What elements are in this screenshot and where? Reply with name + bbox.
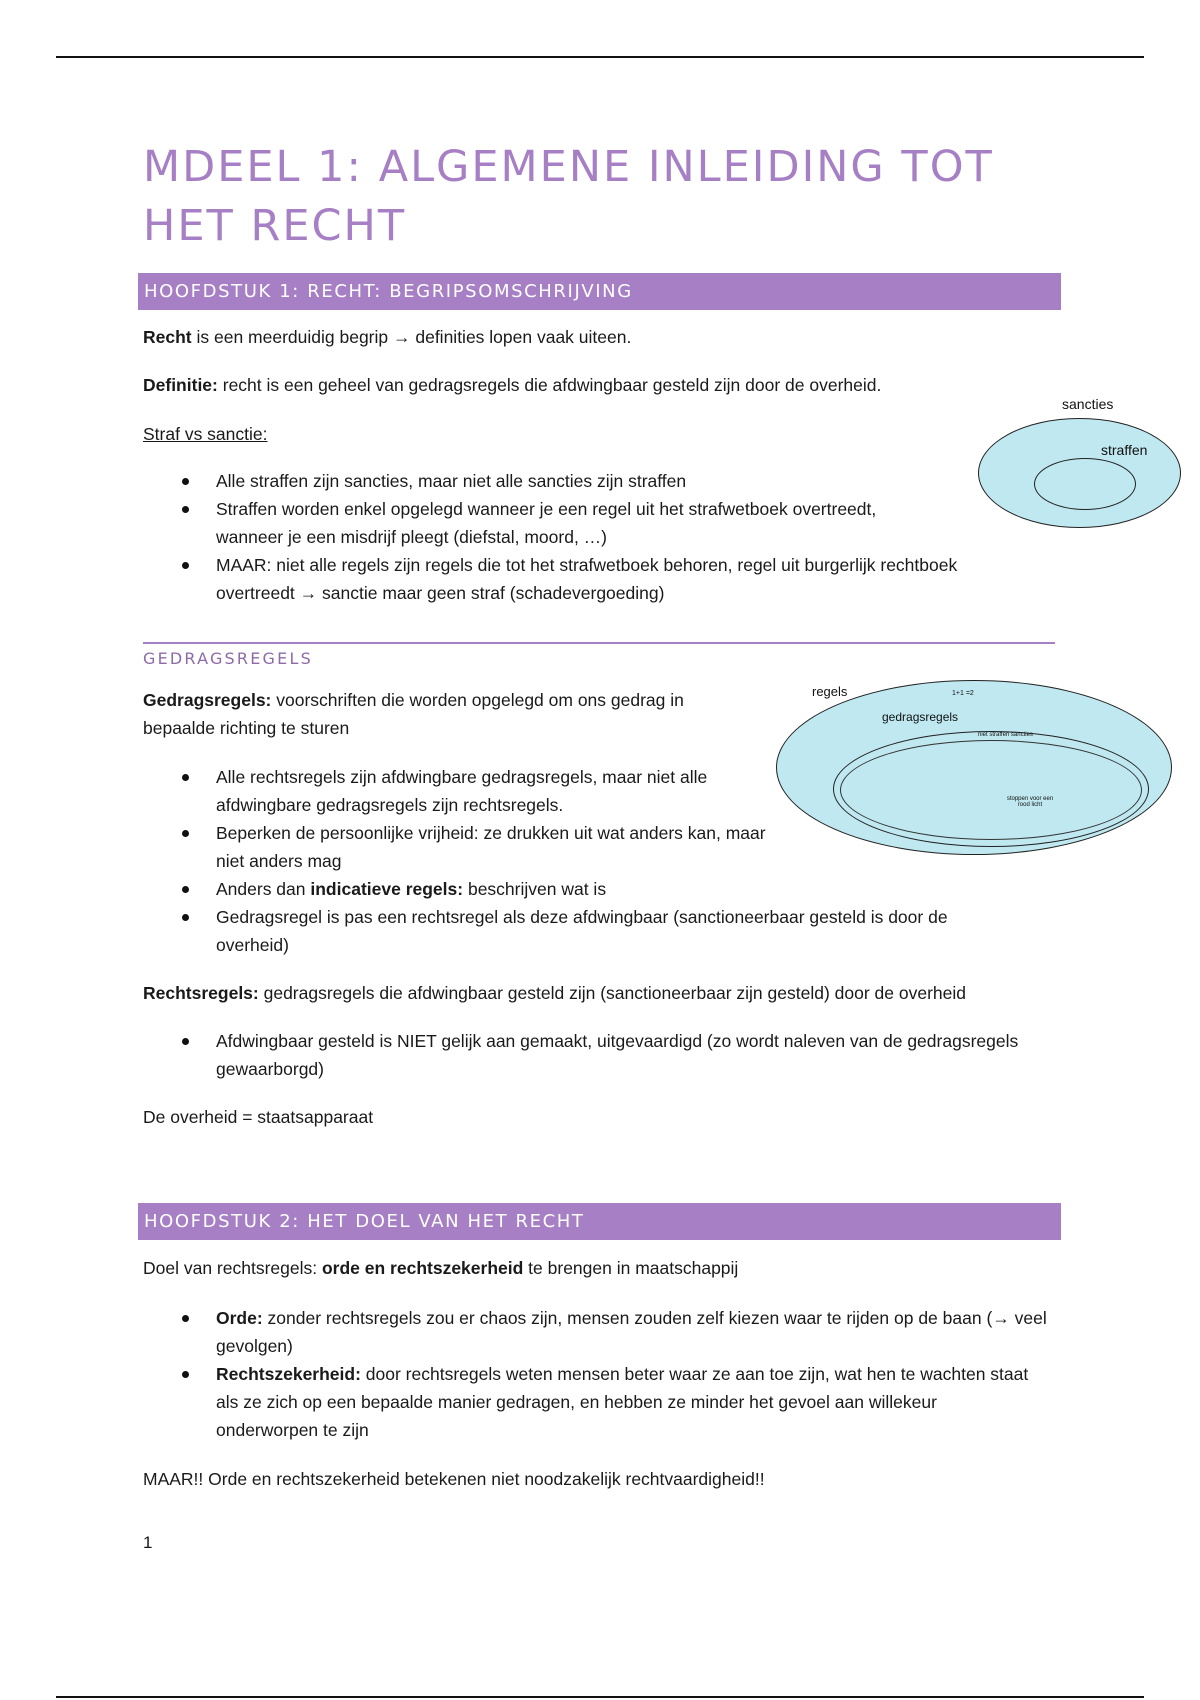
gedragsregels-label: gedragsregels <box>882 710 959 724</box>
closing-paragraph: MAAR!! Orde en rechtszekerheid betekenen niet noodzakelijk rechtvaardigheid!! <box>143 1469 765 1489</box>
gedragsregels-intro: Gedragsregels: voorschriften die worden opgelegd om ons gedrag in bepaalde richting te sturen <box>143 690 684 738</box>
list-item: Alle rechtsregels zijn afdwingbare gedragsregels, maar niet alle afdwingbare gedragsregels zijn rechtsregels. <box>143 763 776 819</box>
list-item: Beperken de persoonlijke vrijheid: ze drukken uit wat anders kan, maar niet anders mag <box>143 819 776 875</box>
section-divider <box>143 642 1055 644</box>
rechtsregels-bullet-list <box>143 1027 1063 1083</box>
regels-diagram <box>772 676 1172 858</box>
footer-rule <box>56 1696 1144 1698</box>
chapter-1-heading: HOOFDSTUK 1: RECHT: BEGRIPSOMSCHRIJVING <box>138 273 1061 310</box>
straffen-label: straffen <box>1101 442 1148 458</box>
list-item: Orde: zonder rechtsregels zou er chaos zijn, mensen zouden zelf kiezen waar te rijden op de baan (→ veel gevolgen) <box>143 1304 1051 1360</box>
inner-note: stoppen voor een rood licht <box>1006 796 1054 808</box>
straffen-ellipse <box>1034 458 1136 510</box>
sancties-label: sancties <box>1062 396 1114 412</box>
straf-bullet-list <box>143 467 1023 607</box>
mid-note: niet straffen sancties <box>978 732 1033 738</box>
list-item: Rechtszekerheid: door rechtsregels weten mensen beter waar ze aan toe zijn, wat hen te wachten staat als ze zich op een bepaalde manier gedragen, en hebben ze minder het gevoel aan willekeur onderworpen te zijn <box>143 1360 1036 1444</box>
list-item: Afdwingbaar gesteld is NIET gelijk aan gemaakt, uitgevaardigd (zo wordt naleven van de gedragsregels gewaarborgd) <box>143 1027 1066 1083</box>
gedragsregels-heading: GEDRAGSREGELS <box>143 649 313 668</box>
definitie-paragraph: Definitie: recht is een geheel van gedragsregels die afdwingbaar gesteld zijn door de overheid. <box>143 375 882 395</box>
regels-label: regels <box>812 684 848 699</box>
rechtsregels-paragraph: Rechtsregels: gedragsregels die afdwingbaar gesteld zijn (sanctioneerbaar zijn gesteld) door de overheid <box>143 983 966 1003</box>
document-title: MDEEL 1: ALGEMENE INLEIDING TOT HET RECHT <box>143 142 994 251</box>
sancties-straffen-diagram <box>970 394 1190 534</box>
page-number: 1 <box>143 1533 153 1552</box>
list-item: Anders dan indicatieve regels: beschrijven wat is <box>143 875 996 903</box>
recht-paragraph: Recht is een meerduidig begrip → definities lopen vaak uiteen. <box>143 327 632 347</box>
list-item: Alle straffen zijn sancties, maar niet alle sancties zijn straffen <box>143 467 916 495</box>
header-rule <box>56 56 1144 58</box>
doel-paragraph: Doel van rechtsregels: orde en rechtszekerheid te brengen in maatschappij <box>143 1258 739 1278</box>
list-item: Gedragsregel is pas een rechtsregel als deze afdwingbaar (sanctioneerbaar gesteld is door de overheid) <box>143 903 1023 959</box>
straf-vs-sanctie-heading: Straf vs sanctie: <box>143 424 268 444</box>
top-note: 1+1 =2 <box>952 690 974 697</box>
rechtsregels-ellipse <box>840 740 1142 840</box>
list-item: MAAR: niet alle regels zijn regels die tot het strafwetboek behoren, regel uit burgerlijk rechtboek overtreedt → sanctie maar geen straf (schadevergoeding) <box>143 551 1023 607</box>
list-item: Straffen worden enkel opgelegd wanneer je een regel uit het strafwetboek overtreedt, wanneer je een misdrijf pleegt (diefstal, moord, …) <box>143 495 916 551</box>
doel-bullet-list <box>143 1304 1063 1444</box>
overheid-paragraph: De overheid = staatsapparaat <box>143 1107 374 1127</box>
chapter-2-heading: HOOFDSTUK 2: HET DOEL VAN HET RECHT <box>138 1203 1061 1240</box>
